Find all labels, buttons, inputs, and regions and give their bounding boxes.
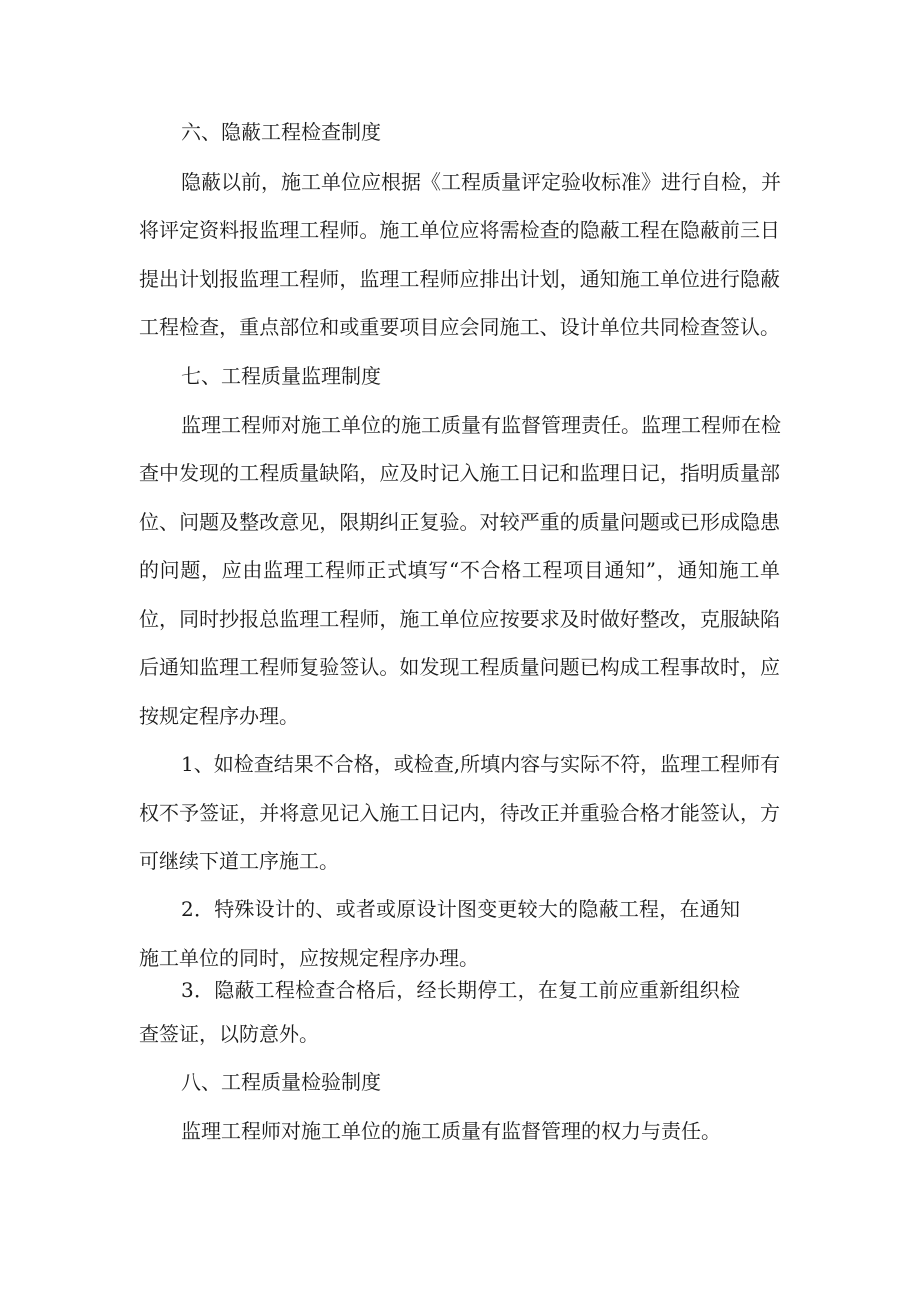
section-8-paragraph-line: 监理工程师对施工单位的施工质量有监督管理的权力与责任。 [181, 1119, 721, 1143]
section-7-paragraph-line: 位、问题及整改意见，限期纠正复验。对较严重的质量问题或已形成隐患 [139, 510, 780, 534]
section-6-paragraph-line: 隐蔽以前，施工单位应根据《工程质量评定验收标准》进行自检，并 [181, 170, 781, 194]
section-7-paragraph-line: 查中发现的工程质量缺陷，应及时记入施工日记和监理日记，指明质量部 [139, 461, 780, 485]
section-8-heading: 八、工程质量检验制度 [181, 1070, 381, 1094]
section-7-paragraph-line: 位，同时抄报总监理工程师，施工单位应按要求及时做好整改，克服缺陷 [139, 607, 780, 631]
item-3-line: 查签证，以防意外。 [139, 1022, 319, 1046]
section-6-paragraph-line: 将评定资料报监理工程师。施工单位应将需检查的隐蔽工程在隐蔽前三日 [139, 218, 780, 242]
section-7-paragraph-line: 监理工程师对施工单位的施工质量有监督管理责任。监理工程师在检 [181, 413, 781, 437]
item-1-line: 1、如检查结果不合格，或检查,所填内容与实际不符，监理工程师有 [181, 752, 781, 776]
section-6-paragraph-line: 工程检查，重点部位和或重要项目应会同施工、设计单位共同检查签认。 [139, 315, 780, 339]
section-7-heading: 七、工程质量监理制度 [181, 364, 381, 388]
section-7-paragraph-line: 的问题，应由监理工程师正式填写“不合格工程项目通知”，通知施工单 [139, 558, 780, 582]
section-6-paragraph-line: 提出计划报监理工程师，监理工程师应排出计划，通知施工单位进行隐蔽 [139, 267, 780, 291]
section-7-paragraph-line: 按规定程序办理。 [139, 704, 299, 728]
section-7-paragraph-line: 后通知监理工程师复验签认。如发现工程质量问题已构成工程事故时，应 [139, 655, 780, 679]
section-6-heading: 六、隐蔽工程检查制度 [181, 120, 381, 144]
item-1-line: 可继续下道工序施工。 [139, 849, 339, 873]
item-3-line: 3．隐蔽工程检查合格后，经长期停工，在复工前应重新组织检 [181, 978, 740, 1002]
item-1-line: 权不予签证，并将意见记入施工日记内，待改正并重验合格才能签认，方 [139, 801, 780, 825]
item-2-line: 施工单位的同时，应按规定程序办理。 [139, 946, 479, 970]
item-2-line: 2．特殊设计的、或者或原设计图变更较大的隐蔽工程，在通知 [181, 897, 740, 921]
